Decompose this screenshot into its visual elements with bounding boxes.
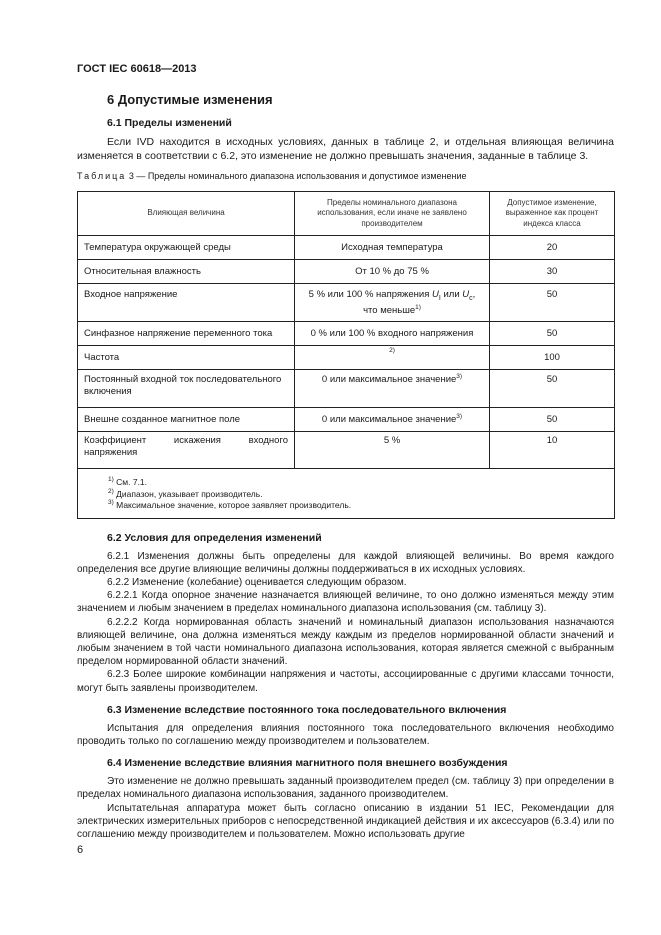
page-number: 6 — [77, 844, 84, 856]
table-notes-row — [78, 469, 615, 519]
quantity-cell: Синфазное напряжение переменного тока — [78, 322, 295, 346]
limits-cell — [295, 346, 490, 370]
table-caption-label: Таблица — [77, 171, 127, 181]
change-cell: 20 — [490, 236, 615, 260]
paragraph-6-2-2-1: 6.2.2.1 Когда опорное значение назначается влияющей величине, то оно должно изменяться между этим значением и любым значением в пределах номинального диапазона использования (см. таблицу 3). — [77, 590, 614, 615]
section-6-3-title: 6.3 Изменение вследствие постоянного тока последовательного включения — [107, 703, 507, 716]
section-6-title: 6 Допустимые изменения — [107, 92, 273, 107]
limits-cell — [295, 408, 490, 432]
limits-text: , что меньше — [363, 289, 476, 316]
paragraph-6-4-b: Испытательная аппаратура может быть согласно описанию в издании 51 IEC, Рекомендации для электрических измерительных приборов с непосредственной индикацией действия и их аксессуаров (6.3.4) или по соглашению между производителем и пользователем. Можно использовать другие — [77, 802, 614, 840]
quantity-cell: Коэффициент искажения входного напряжения — [78, 432, 295, 469]
footnote-ref: 1) — [415, 303, 421, 311]
voltage-symbol: U — [432, 289, 439, 300]
change-cell: 30 — [490, 260, 615, 284]
quantity-cell: Постоянный входной ток последовательного включения — [78, 370, 295, 408]
footnote-ref: 2) — [389, 347, 395, 354]
section-6-2-title: 6.2 Условия для определения изменений — [107, 531, 322, 544]
footnote-mark: 2) — [108, 487, 114, 495]
limits-cell — [295, 284, 490, 322]
paragraph-6-2-2-2: 6.2.2.2 Когда нормированная область значений и номинальный диапазон использования назначаются влияющей величине, она должна изменяться между каждым из пределов нормированной области значений и любым значением в той части номинального диапазона использования, которая является смежной с выбранным пределом нормированной области значений. — [77, 616, 614, 668]
page-content — [77, 92, 614, 841]
table-row — [78, 260, 615, 284]
limits-cell — [295, 370, 490, 408]
change-cell: 50 — [490, 322, 615, 346]
limits-text: 0 или максимальное значение — [321, 374, 457, 385]
limits-cell: 0 % или 100 % входного напряжения — [295, 322, 490, 346]
quantity-cell: Внешне созданное магнитное поле — [78, 408, 295, 432]
paragraph-6-2-2: 6.2.2 Изменение (колебание) оценивается следующим образом. — [107, 576, 407, 588]
quantity-cell: Температура окружающей среды — [78, 236, 295, 260]
change-cell: 50 — [490, 284, 615, 322]
table-caption-text: 3 — Пределы номинального диапазона использования и допустимое изменение — [128, 171, 467, 181]
table-row — [78, 346, 615, 370]
footnote-ref: 3) — [456, 412, 463, 420]
change-cell: 50 — [490, 408, 615, 432]
change-cell: 100 — [490, 346, 615, 370]
footnote-text: Максимальное значение, которое заявляет производитель. — [113, 500, 352, 510]
limits-cell: От 10 % до 75 % — [295, 260, 490, 284]
header-change: Допустимое изменение, выраженное как процент индекса класса — [490, 192, 615, 236]
voltage-subscript: c — [469, 294, 473, 302]
limits-cell: Исходная температура — [295, 236, 490, 260]
footnote — [108, 500, 584, 512]
section-6-1-text: Если IVD находится в исходных условиях, данных в таблице 2, и отдельная влияющая величина изменяется в соответствии с 6.2, это изменение не должно превышать значения, заданные в таблице 3. — [77, 136, 614, 162]
table-row — [78, 370, 615, 408]
quantity-cell: Относительная влажность — [78, 260, 295, 284]
table-row — [78, 322, 615, 346]
footnote — [108, 477, 584, 489]
limits-text: или — [440, 289, 463, 300]
table-row — [78, 236, 615, 260]
voltage-symbol: U — [462, 289, 470, 300]
limits-table — [77, 191, 615, 519]
voltage-subscript: I — [438, 294, 441, 302]
section-6-4-title: 6.4 Изменение вследствие влияния магнитного поля внешнего возбуждения — [107, 757, 508, 770]
footnote-text: См. 7.1. — [113, 477, 148, 487]
paragraph-6-2-3: 6.2.3 Более широкие комбинации напряжения и частоты, ассоциированные с другими классами точности, могут быть заявлены производителем. — [77, 669, 614, 694]
header-quantity: Влияющая величина — [78, 192, 295, 236]
limits-text: 5 % или 100 % напряжения — [308, 289, 433, 300]
limits-cell: 5 % — [295, 432, 490, 469]
footnote-text: Диапазон, указывает производитель. — [113, 488, 263, 499]
limits-text: 0 или максимальное значение — [321, 413, 457, 425]
footnote-mark: 1) — [108, 476, 114, 483]
header-limits: Пределы номинального диапазона использования, если иначе не заявлено производителем — [295, 192, 490, 236]
table-notes — [78, 469, 615, 519]
quantity-cell: Частота — [78, 346, 295, 370]
paragraph-6-4-a: Это изменение не должно превышать заданный производителем предел (см. таблицу 3) при определении в пределах номинального диапазона использования, заданного производителем. — [77, 776, 614, 801]
section-6-1-title: 6.1 Пределы изменений — [107, 117, 232, 129]
change-cell: 50 — [490, 370, 615, 408]
footnote-ref: 3) — [456, 373, 463, 380]
paragraph-6-3: Испытания для определения влияния постоянного тока последовательного включения необходимо проводить только по соглашению между производителем и пользователем. — [77, 722, 614, 747]
footnote-mark: 3) — [108, 499, 114, 506]
table-row — [78, 432, 615, 469]
footnote — [108, 489, 584, 501]
paragraph-6-2-1: 6.2.1 Изменения должны быть определены для каждой влияющей величины. Во время каждого определения все другие влияющие величины должны поддерживаться в их исходных условиях. — [77, 550, 614, 575]
change-cell: 10 — [490, 432, 615, 469]
document-header: ГОСТ IEC 60618—2013 — [77, 63, 197, 75]
table-row — [78, 408, 615, 432]
table-caption — [77, 170, 614, 182]
table-row — [78, 284, 615, 322]
quantity-cell: Входное напряжение — [78, 284, 295, 322]
